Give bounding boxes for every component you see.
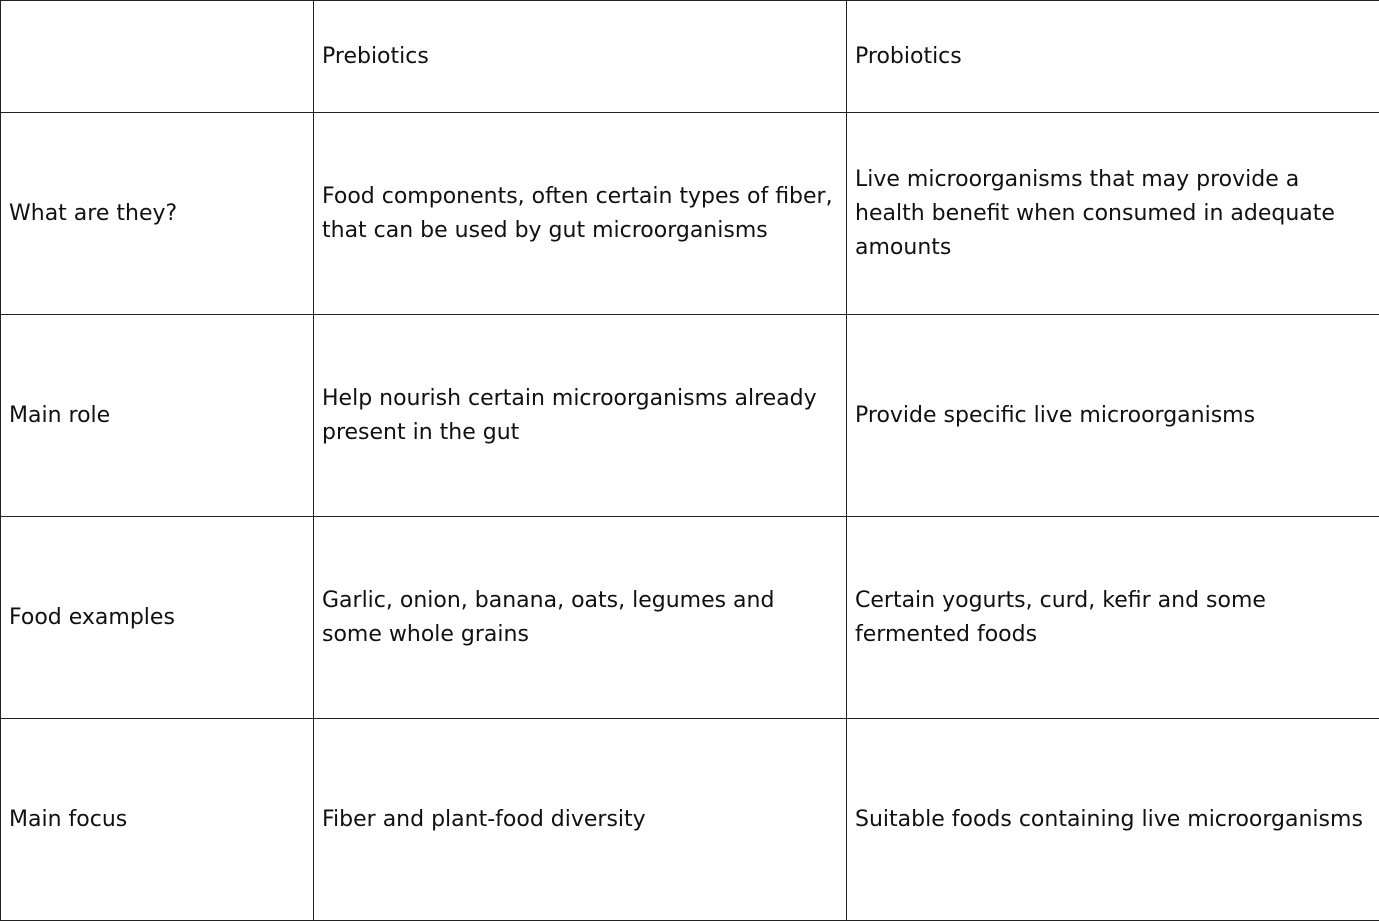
- table-row: [1, 113, 1379, 315]
- prebiotics-cell: Help nourish certain microorganisms already present in the gut: [314, 315, 847, 517]
- prebiotics-cell: Garlic, onion, banana, oats, legumes and some whole grains: [314, 517, 847, 719]
- header-cell-prebiotics: Prebiotics: [314, 1, 847, 113]
- row-label: Main role: [1, 315, 314, 517]
- probiotics-cell: Live microorganisms that may provide a health benefit when consumed in adequate amounts: [847, 113, 1379, 315]
- table-row: [1, 719, 1379, 921]
- probiotics-cell: Provide specific live microorganisms: [847, 315, 1379, 517]
- table-row: [1, 517, 1379, 719]
- prebiotics-cell: Food components, often certain types of fiber, that can be used by gut microorganisms: [314, 113, 847, 315]
- row-label: Main focus: [1, 719, 314, 921]
- probiotics-cell: Certain yogurts, curd, kefir and some fermented foods: [847, 517, 1379, 719]
- prebiotics-cell: Fiber and plant-food diversity: [314, 719, 847, 921]
- row-label: Food examples: [1, 517, 314, 719]
- probiotics-cell: Suitable foods containing live microorganisms: [847, 719, 1379, 921]
- header-cell-empty: [1, 1, 314, 113]
- header-cell-probiotics: Probiotics: [847, 1, 1379, 113]
- table-row: [1, 315, 1379, 517]
- table-header-row: [1, 1, 1379, 113]
- row-label: What are they?: [1, 113, 314, 315]
